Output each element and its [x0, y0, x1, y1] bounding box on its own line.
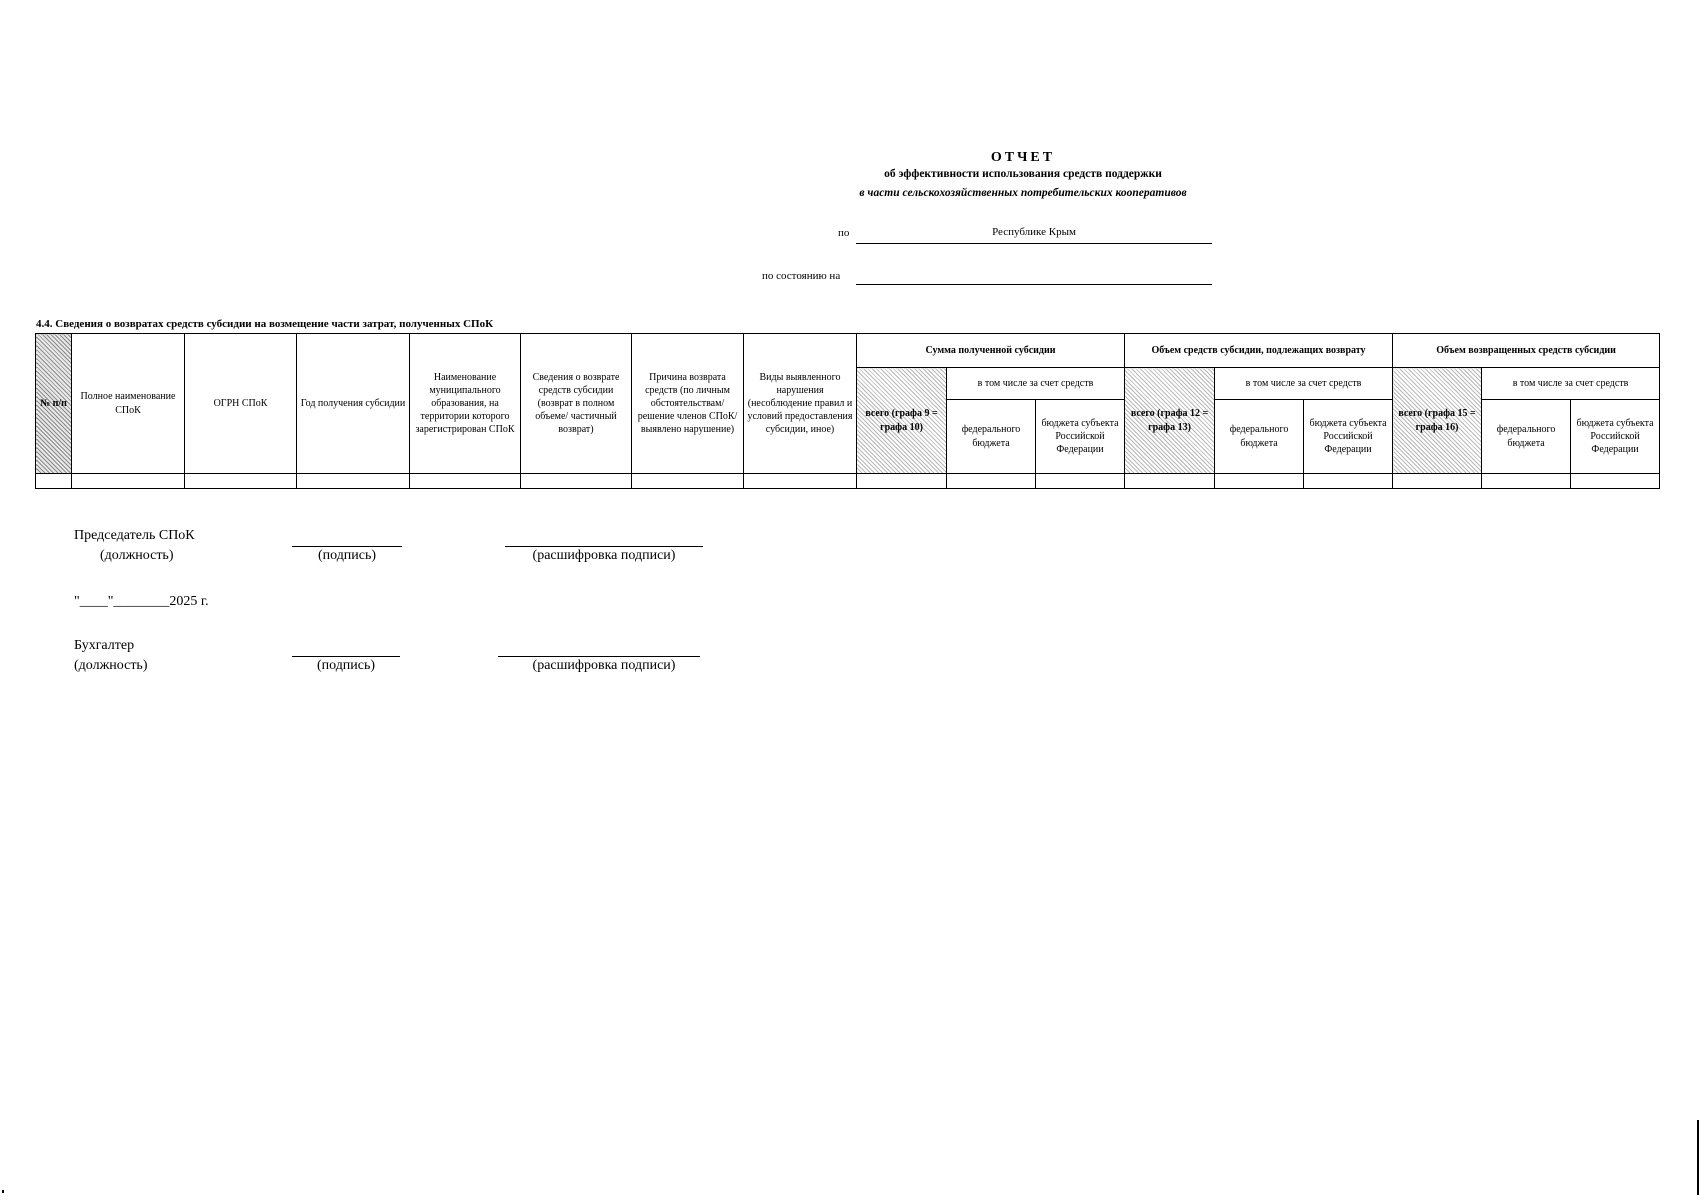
col-violation-header: Виды выявленного нарушения (несоблюдение правил и условий предоставления субсидии, иное)	[744, 334, 857, 474]
chairman-label: Председатель СПоК	[74, 528, 195, 543]
col-year-header: Год получения субсидии	[297, 334, 410, 474]
table-cell	[1304, 474, 1393, 489]
table-cell	[185, 474, 297, 489]
scan-dot-mark	[2, 1190, 4, 1193]
chairman-signature-caption: (подпись)	[317, 548, 377, 563]
accountant-signature-line	[292, 656, 400, 657]
returns-table	[35, 333, 1660, 489]
col-municipal-header: Наименование муниципального образования, на территории которого зарегистрирован СПоК	[410, 334, 521, 474]
table-cell	[1393, 474, 1482, 489]
table-cell	[744, 474, 857, 489]
incl-received-header: в том числе за счет средств	[947, 368, 1125, 400]
table-cell	[36, 474, 72, 489]
total-received-header: всего (графа 9 = графа 10)	[857, 368, 947, 474]
fed-returned-header: федерального бюджета	[1482, 400, 1571, 474]
total-returned-header: всего (графа 15 = графа 16)	[1393, 368, 1482, 474]
col-ogrn-header: ОГРН СПоК	[185, 334, 297, 474]
col-number-header: № п/п	[36, 334, 72, 474]
chairman-signature-line	[292, 546, 402, 547]
accountant-position-caption: (должность)	[74, 658, 148, 673]
reg-received-header: бюджета субъекта Российской Федерации	[1036, 400, 1125, 474]
region-underline	[856, 243, 1212, 244]
col-reason-header: Причина возврата средств (по личным обстоятельствам/ решение членов СПоК/ выявлено нарушение)	[632, 334, 744, 474]
table-cell	[857, 474, 947, 489]
fed-to-return-header: федерального бюджета	[1215, 400, 1304, 474]
reg-to-return-header: бюджета субъекта Российской Федерации	[1304, 400, 1393, 474]
report-subtitle: об эффективности использования средств поддержки	[884, 168, 1162, 180]
chairman-position-caption: (должность)	[100, 548, 174, 563]
table-cell	[632, 474, 744, 489]
accountant-decoding-line	[498, 656, 700, 657]
incl-returned-header: в том числе за счет средств	[1482, 368, 1660, 400]
table-cell	[1482, 474, 1571, 489]
table-cell	[947, 474, 1036, 489]
chairman-decoding-line	[505, 546, 703, 547]
reg-returned-header: бюджета субъекта Российской Федерации	[1571, 400, 1660, 474]
report-title: ОТЧЕТ	[990, 150, 1056, 165]
group-received-header: Сумма полученной субсидии	[857, 334, 1125, 368]
group-returned-header: Объем возвращенных средств субсидии	[1393, 334, 1660, 368]
date-prefix: по состоянию на	[762, 270, 841, 282]
table-cell	[1215, 474, 1304, 489]
table-cell	[1125, 474, 1215, 489]
accountant-signature-caption: (подпись)	[316, 658, 376, 673]
table-cell	[72, 474, 185, 489]
table-row	[36, 474, 1660, 489]
date-line: "____"________2025 г.	[74, 594, 209, 609]
region-value: Республике Крым	[992, 226, 1076, 238]
total-to-return-header: всего (графа 12 = графа 13)	[1125, 368, 1215, 474]
table-cell	[521, 474, 632, 489]
table-cell	[1571, 474, 1660, 489]
section-title: 4.4. Сведения о возвратах средств субсидии на возмещение части затрат, полученных СПоК	[36, 318, 494, 330]
table-cell	[1036, 474, 1125, 489]
col-return-info-header: Сведения о возврате средств субсидии (возврат в полном объеме/ частичный возврат)	[521, 334, 632, 474]
incl-to-return-header: в том числе за счет средств	[1215, 368, 1393, 400]
accountant-decoding-caption: (расшифровка подписи)	[532, 658, 676, 673]
accountant-label: Бухгалтер	[74, 638, 135, 653]
table-cell	[410, 474, 521, 489]
col-name-header: Полное наименование СПоК	[72, 334, 185, 474]
region-prefix: по	[838, 227, 850, 239]
date-underline	[856, 284, 1212, 285]
fed-received-header: федерального бюджета	[947, 400, 1036, 474]
report-subtitle-italic: в части сельскохозяйственных потребительских кооперативов	[859, 187, 1187, 199]
chairman-decoding-caption: (расшифровка подписи)	[532, 548, 676, 563]
group-to-return-header: Объем средств субсидии, подлежащих возврату	[1125, 334, 1393, 368]
table-cell	[297, 474, 410, 489]
